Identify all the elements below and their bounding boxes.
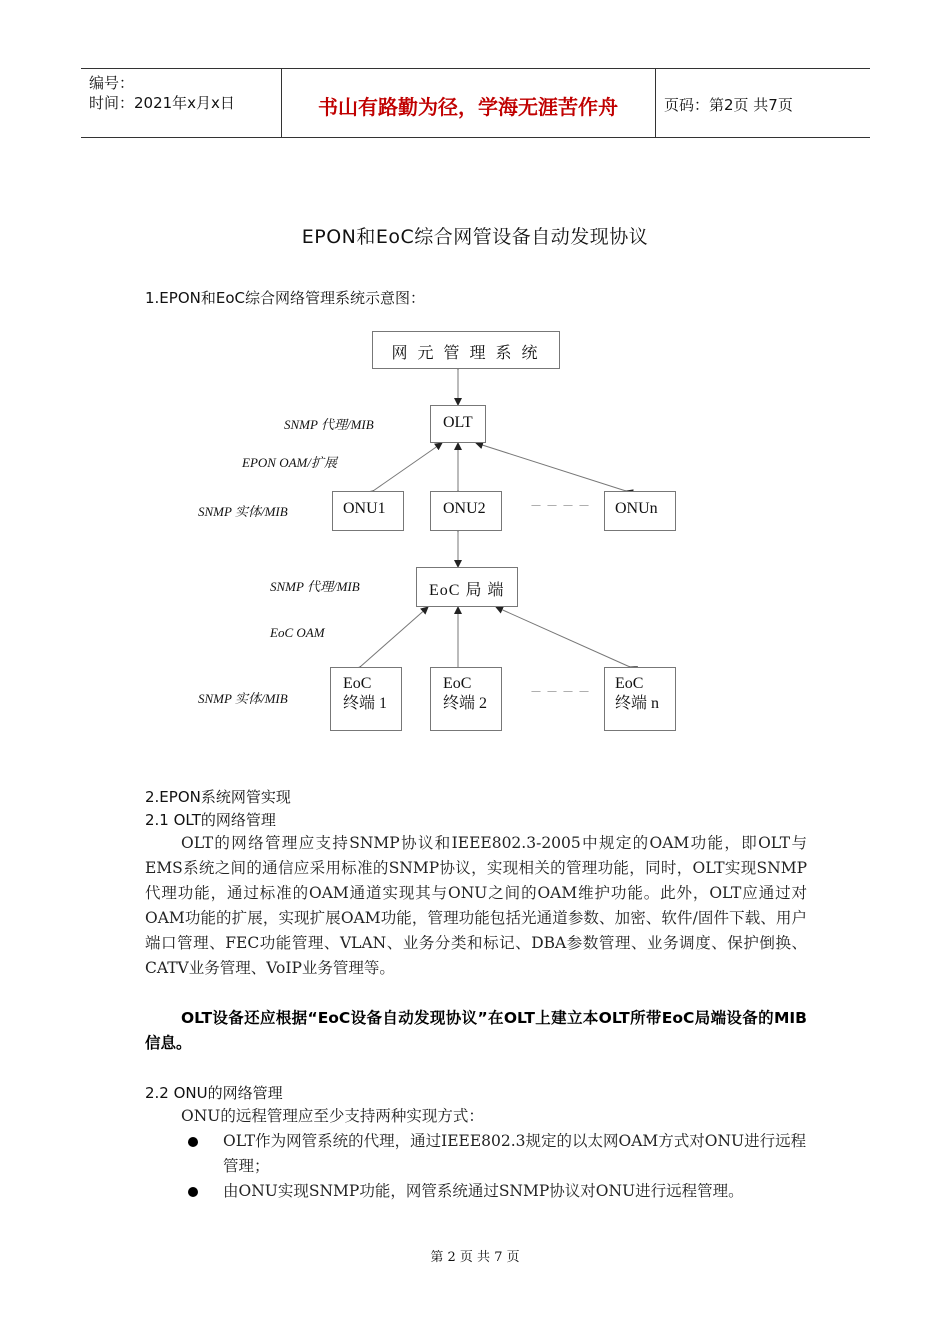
header-meta: [89, 73, 235, 113]
eoc-head-box: EoC 局 端: [416, 567, 518, 607]
bullet-icon: [188, 1137, 198, 1147]
label-eoc-oam: EoC OAM: [270, 625, 325, 640]
olt-onun-link: [476, 443, 626, 491]
olt-onu1-link: [373, 443, 442, 491]
page-header: [81, 68, 870, 138]
label-epon-oam: EPON OAM/扩展: [242, 455, 337, 470]
onu2-box: ONU2: [430, 491, 502, 531]
time-label: 时间：2021年x月x日: [89, 94, 235, 112]
paragraph: ONU的远程管理应至少支持两种实现方式：: [181, 1107, 484, 1125]
subsection-heading: 2.1 OLT的网络管理: [145, 811, 276, 829]
document-title: EPON和EoC综合网管设备自动发现协议: [301, 226, 649, 248]
label-snmp-entity: SNMP 实体/MIB: [198, 691, 288, 706]
eoc-tn-link: [496, 607, 630, 667]
bullet-item: [190, 1179, 810, 1204]
terminal-label: EoC: [443, 675, 472, 692]
onu1-box: ONU1: [332, 491, 404, 531]
label-snmp-agent: SNMP 代理/MIB: [270, 579, 360, 594]
bullet-text: 由ONU实现SNMP功能，网管系统通过SNMP协议对ONU进行远程管理。: [223, 1182, 744, 1200]
paragraph-bold: OLT设备还应根据“EoC设备自动发现协议”在OLT上建立本OLT所带EoC局端设备的MIB信息。: [145, 1009, 807, 1052]
ellipsis: －－－－: [530, 685, 595, 699]
eoc-terminal-n: [604, 667, 676, 731]
eoc-terminal-1: [330, 667, 402, 731]
motto: 书山有路勤为径，学海无涯苦作舟: [318, 95, 618, 119]
network-diagram: [190, 325, 690, 735]
subsection-heading: 2.2 ONU的网络管理: [145, 1084, 283, 1102]
section-heading: 2.EPON系统网管实现: [145, 788, 291, 806]
eoc-t1-link: [360, 607, 428, 667]
terminal-label: EoC: [343, 675, 372, 692]
section-heading: 1.EPON和EoC综合网络管理系统示意图：: [145, 289, 425, 307]
paragraph: OLT的网络管理应支持SNMP协议和IEEE802.3-2005中规定的OAM功能，即OLT与EMS系统之间的通信应采用标准的SNMP协议，实现相关的管理功能，同时，OLT实现SNMP代理功能，通过标准的OAM通道实现其与ONU之间的OAM维护功能。此外，OLT应通过对OAM功能的扩展，实现扩展OAM功能，管理功能包括光通道参数、加密、软件/固件下载、用户端口管理、FEC功能管理、VLAN、业务分类和标记、DBA参数管理、业务调度、保护倒换、CATV业务管理、VoIP业务管理等。: [145, 834, 807, 977]
terminal-label: 终端 1: [343, 695, 388, 712]
page-info: 页码：第2页 共7页: [664, 96, 793, 114]
page-footer: 第 2 页 共 7 页: [430, 1250, 520, 1265]
number-label: 编号：: [89, 74, 135, 92]
divider: [655, 69, 656, 137]
bullet-item: [190, 1129, 810, 1179]
bullet-icon: [188, 1187, 198, 1197]
bullet-text: OLT作为网管系统的代理，通过IEEE802.3规定的以太网OAM方式对ONU进行远程管理；: [223, 1132, 807, 1175]
terminal-label: 终端 n: [615, 695, 660, 712]
label-snmp-entity: SNMP 实体/MIB: [198, 504, 288, 519]
onun-box: ONUn: [604, 491, 676, 531]
label-snmp-agent: SNMP 代理/MIB: [284, 417, 374, 432]
nms-box: 网 元 管 理 系 统: [372, 331, 560, 369]
terminal-label: EoC: [615, 675, 644, 692]
ellipsis: －－－－: [530, 499, 595, 513]
olt-box: OLT: [430, 405, 486, 443]
eoc-terminal-2: [430, 667, 502, 731]
terminal-label: 终端 2: [443, 695, 488, 712]
